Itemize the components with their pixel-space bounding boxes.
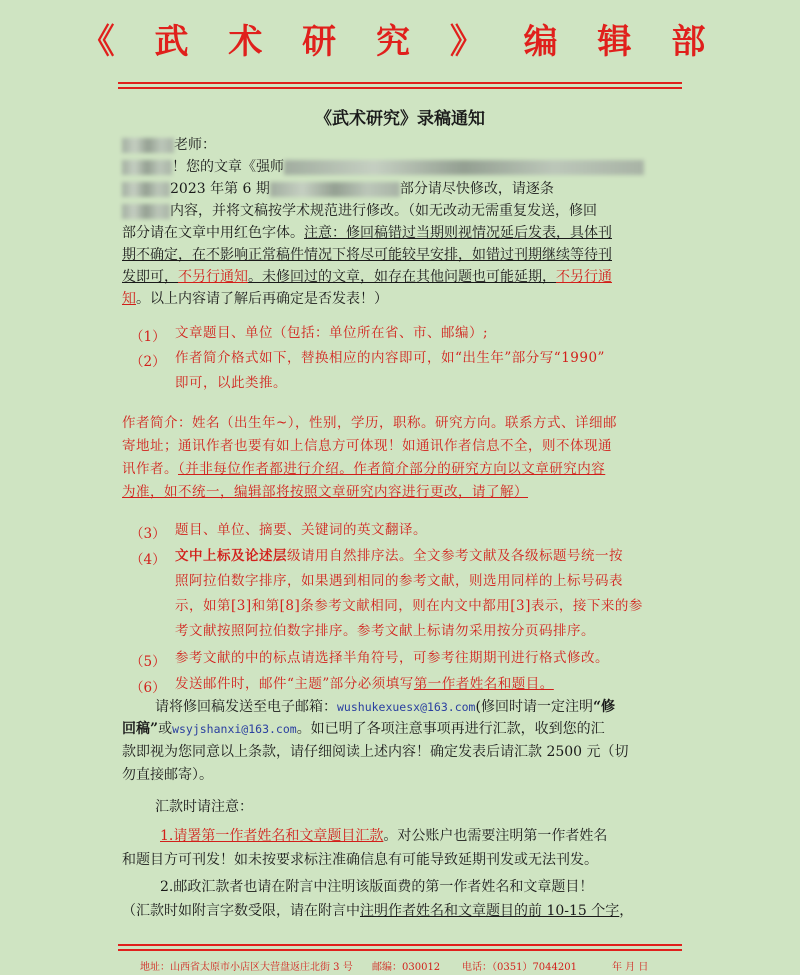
no-further-notice: 知 [122, 291, 136, 307]
item-3-text: 题目、单位、摘要、关键词的英文翻译。 [175, 522, 427, 538]
redacted-text [122, 204, 170, 219]
notice-text: 。未修回过的文章，如存在其他问题也可能延期， [248, 269, 556, 285]
bio-line-4: 为准，如不统一，编辑部将按照文章研究内容进行更改，请了解） [122, 484, 528, 500]
footer-phone: 电话：（0351）7044201 [462, 962, 577, 973]
submit-emphasis: “修 [592, 699, 616, 715]
submit-text: 请将修回稿发送至电子邮箱： [155, 699, 337, 715]
footer-postcode: 邮编：030012 [372, 962, 441, 973]
redacted-text [270, 182, 400, 197]
notice-line-5: 期不确定，在不影响正常稿件情况下将尽可能较早安排，如错过刊期继续等待刊 [122, 247, 612, 263]
bottom-rule-1 [118, 944, 682, 946]
notice-line-4 [122, 222, 612, 244]
notice-text: 部分请在文章中用红色字体。 [122, 225, 304, 241]
item-4-text-cont: 示，如第[3]和第[8]条参考文献相同，则在内文中都用[3]表示，接下来的参 [175, 598, 643, 614]
payment-emphasis: 注明作者姓名和文章题目的前 10-15 个字 [360, 903, 620, 919]
submit-line-4: 勿直接邮寄）。 [122, 767, 213, 783]
bio-text: 讯作者。 [122, 461, 178, 477]
footer-date: 年 月 日 [612, 962, 649, 973]
redacted-name [122, 138, 174, 153]
email-link-secondary[interactable]: wsyjshanxi@163.com [172, 722, 297, 736]
document-title: 《武术研究》录稿通知 [315, 109, 485, 129]
payment-line-4 [122, 900, 633, 922]
item-number: （3） [130, 526, 166, 542]
top-rule-2 [118, 87, 682, 89]
submit-line-2 [122, 718, 605, 740]
item-2-text: 作者简介格式如下，替换相应的内容即可，如“出生年”部分写“1990” [175, 350, 605, 366]
payment-text: 。对公账户也需要注明第一作者姓名 [383, 828, 608, 844]
item-2-text-cont: 即可，以此类推。 [175, 375, 287, 391]
submit-emphasis: 回稿” [122, 721, 159, 737]
item-number: （2） [130, 354, 166, 370]
submit-text: 或 [158, 721, 173, 737]
notice-text: 。以上内容请了解后再确定是否发表！） [136, 291, 388, 307]
item-number: （6） [130, 680, 166, 696]
submit-text: (修回时请一定注明 [475, 699, 593, 715]
email-link-primary[interactable]: wushukexuesx@163.com [337, 700, 476, 714]
notice-line-7 [122, 288, 388, 310]
footer-address: 地址：山西省太原市小店区大营盘返庄北街 3 号 [140, 962, 353, 973]
submit-line-1 [155, 696, 615, 718]
bio-note: （并非每位作者都进行介绍。作者简介部分的研究方向以文章研究内容 [178, 461, 606, 477]
item-number: （4） [130, 552, 166, 568]
submit-text: 。如已明了各项注意事项再进行汇款，收到您的汇 [296, 721, 605, 737]
item-4-text [175, 545, 623, 567]
bio-line-3 [122, 458, 605, 480]
redacted-text [284, 160, 644, 175]
notice-line-1 [122, 156, 644, 178]
bottom-rule-2 [118, 949, 682, 951]
redacted-text [122, 160, 172, 175]
item-number: （5） [130, 654, 166, 670]
payment-emphasis: 1.请署第一作者姓名和文章题目汇款 [160, 828, 384, 844]
item-4-text-cont: 照阿拉伯数字排序，如果遇到相同的参考文献，则选用同样的上标号码表 [175, 573, 623, 589]
notice-text: 发即可， [122, 269, 178, 285]
notice-text: ！您的文章《强师 [172, 159, 284, 175]
notice-warning: 注意：修回稿错过当期则视情况延后发表，具体刊 [304, 225, 612, 241]
notice-line-6 [122, 266, 612, 288]
item-4-bold: 文中上标及论述层 [175, 548, 287, 564]
notice-line-3 [122, 200, 597, 222]
item-5-text: 参考文献的中的标点请选择半角符号，可参考往期期刊进行格式修改。 [175, 650, 609, 666]
item-6-text [175, 673, 554, 695]
payment-line-3: 2.邮政汇款者也请在附言中注明该版面费的第一作者姓名和文章题目！ [160, 879, 594, 895]
notice-text: 部分请尽快修改，请逐条 [399, 181, 554, 197]
item-number: （1） [130, 329, 166, 345]
item-6-text-a: 发送邮件时，邮件“主题”部分必须填写 [175, 676, 414, 692]
submit-line-3: 款即视为您同意以上条款，请仔细阅读上述内容！确定发表后请汇款 2500 元（切 [122, 744, 629, 760]
masthead: 《 武 术 研 究 》 编 辑 部 [80, 22, 720, 62]
item-1-text: 文章题目、单位（包括：单位所在省、市、邮编）; [175, 325, 489, 341]
redacted-text [122, 182, 170, 197]
notice-line-2 [122, 178, 554, 200]
item-4-rest: 级请用自然排序法。全文参考文献及各级标题号统一按 [287, 548, 623, 564]
item-4-text-cont: 考文献按照阿拉伯数字排序。参考文献上标请勿采用按分页码排序。 [175, 623, 595, 639]
bio-line-1: 作者简介：姓名（出生年~），性别，学历，职称。研究方向。联系方式、详细邮 [122, 415, 618, 431]
no-further-notice: 不另行通知 [178, 269, 248, 285]
top-rule-1 [118, 82, 682, 84]
item-6-emphasis: 第一作者姓名和题目。 [413, 676, 554, 692]
notice-text: 内容，并将文稿按学术规范进行修改。（如无改动无需重复发送，修回 [170, 203, 597, 219]
salutation-line [122, 134, 216, 156]
payment-heading: 汇款时请注意： [155, 799, 253, 815]
salutation: 老师： [174, 137, 216, 153]
payment-line-2: 和题目方可刊发！如未按要求标注准确信息有可能导致延期刊发或无法刊发。 [122, 852, 598, 868]
payment-text: ， [619, 903, 634, 919]
bio-line-2: 寄地址；通讯作者也要有如上信息方可体现！如通讯作者信息不全，则不体现通 [122, 438, 612, 454]
payment-line-1 [160, 825, 607, 847]
notice-text: 2023 年第 6 期 [170, 181, 270, 197]
payment-text: （汇款时如附言字数受限，请在附言中 [122, 903, 360, 919]
no-further-notice: 不另行通 [556, 269, 612, 285]
